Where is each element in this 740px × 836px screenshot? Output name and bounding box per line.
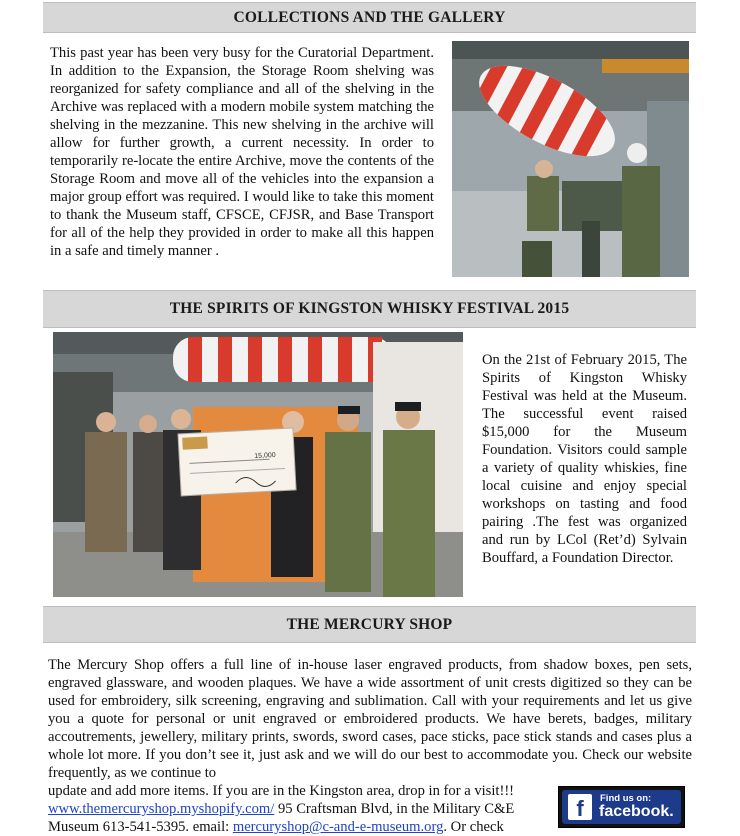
website-link[interactable]: www.themercuryshop.myshopify.com/ xyxy=(48,801,275,817)
section-banner-whisky xyxy=(43,290,696,328)
whisky-paragraph: On the 21st of February 2015, The Spirits of Kingston Whisky Festival was held at the Museum. The successful event raised $15,000 for the Museum Foundation. Visitors could sample a variety of quality whiskies, fine local cuisine and enjoy special workshops on tasting and food pairing .The fest was organized and run by LCol (Ret’d) Sylvain Bouffard, a Foundation Director. xyxy=(482,352,687,566)
photo-antenna-work xyxy=(452,41,689,277)
section-title-whisky: THE SPIRITS OF KINGSTON WHISKY FESTIVAL 2015 xyxy=(169,300,570,317)
collections-paragraph: This past year has been very busy for the Curatorial Department. In addition to the Expansion, the Storage Room shelving was reorganized for safety compliance and all of the shelving in the Archive was replaced with a modern mobile system matching the shelving in the mezzanine. This new shelving in the archive will allow for further growth, a current necessity. In order to temporarily re-locate the entire Archive, move the contents of the Storage Room and move all of the vehicles into the expansion a major group effort was required. I would like to take this moment to thank the Museum staff, CFSCE, CFJSR, and Base Transport for all of the help they provided in order to make all this happen in a safe and timely manner . xyxy=(50,45,434,259)
section-title-mercury: THE MERCURY SHOP xyxy=(286,616,453,633)
facebook-icon: f xyxy=(568,794,592,820)
section-title-collections: COLLECTIONS AND THE GALLERY xyxy=(233,9,506,26)
cheque-amount: 15,000 xyxy=(254,451,276,461)
mercury-line-2: update and add more items. If you are in the Kingston area, drop in for a visit!!! xyxy=(48,783,515,799)
facebook-badge[interactable] xyxy=(558,786,685,828)
section-banner-mercury xyxy=(43,606,696,643)
mercury-line-4: Museum 613-541-5395. email: mercuryshop@c-and-e-museum.org. Or check xyxy=(48,819,504,835)
facebook-wordmark: facebook. xyxy=(599,803,674,820)
mercury-line-3: www.themercuryshop.myshopify.com/ 95 Craftsman Blvd, in the Military C&E xyxy=(48,801,515,817)
photo-cheque-presentation xyxy=(53,332,463,597)
email-link[interactable]: mercuryshop@c-and-e-museum.org xyxy=(232,819,444,835)
mercury-paragraph: The Mercury Shop offers a full line of in-house laser engraved products, from shadow boxes, pen sets, engraved glassware, and wooden plaques. We have a wide assortment of unit crests digitized so they can be used for embroidery, silk screening, engraving and sublimation. Call with your requirements and let us give you a quote for personal or unit engraved or embroidered products. We have berets, badges, military accoutrements, jewellery, military prints, swords, sword cases, pace sticks, pace stick stands and cases plus a whole lot more. If you don’t see it, just ask and we will do our best to accommodate you. Check our website frequently, as we continue to xyxy=(48,657,692,781)
section-banner-collections xyxy=(43,2,696,33)
facebook-find-us: Find us on: xyxy=(600,793,652,804)
